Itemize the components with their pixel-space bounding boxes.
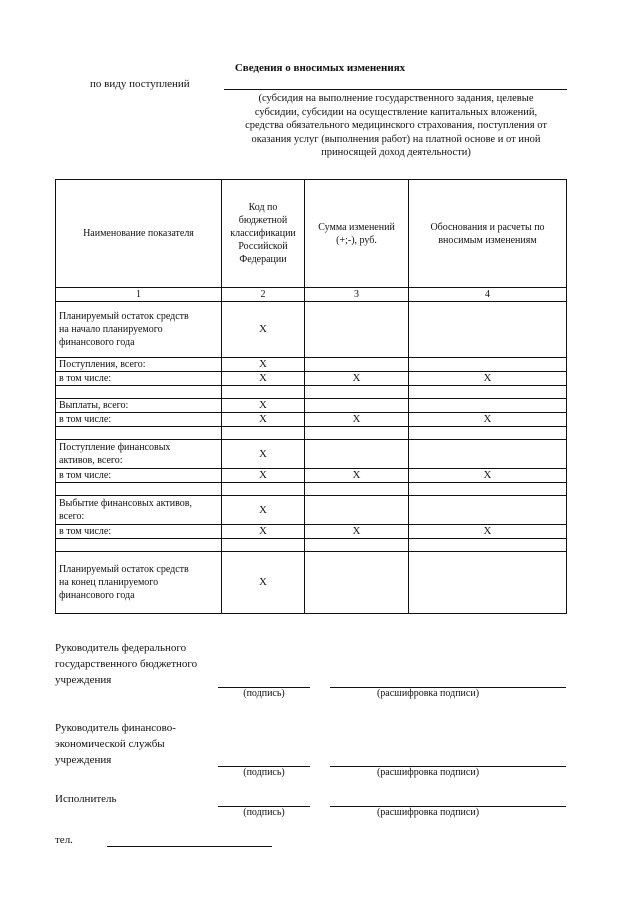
col-number: 2 <box>222 288 305 302</box>
row-label: Выплаты, всего: <box>56 399 222 413</box>
row-label-line: Планируемый остаток средств <box>59 564 189 575</box>
table-row-blank <box>56 539 567 552</box>
table-row-blank <box>56 386 567 399</box>
sum-cell <box>305 539 409 552</box>
table-row-receipts-including <box>56 372 567 386</box>
executor-signature-caption: (подпись) <box>243 807 285 818</box>
table-row-blank <box>56 427 567 440</box>
basis-cell: X <box>409 525 567 539</box>
header-basis <box>409 180 567 288</box>
row-label-line: активов, всего: <box>59 455 123 466</box>
table-row-fin-assets-in-total <box>56 440 567 469</box>
row-label-line: Выбытие финансовых активов, <box>59 498 192 509</box>
header-code-line: Российской <box>238 241 288 252</box>
head-name-caption: (расшифровка подписи) <box>376 688 480 699</box>
sum-cell <box>305 440 409 469</box>
row-label-line: Поступление финансовых <box>59 442 171 453</box>
basis-cell <box>409 539 567 552</box>
phone-label: тел. <box>55 834 73 846</box>
header-basis-line: вносимым изменениям <box>438 234 537 246</box>
row-label-line: Планируемый остаток средств <box>59 311 189 322</box>
column-number-row <box>56 288 567 302</box>
col-number: 1 <box>56 288 222 302</box>
sum-cell: X <box>305 525 409 539</box>
sum-cell <box>305 399 409 413</box>
header-code <box>222 180 305 288</box>
sig-label-line: учреждения <box>55 754 112 766</box>
row-label-line: всего: <box>59 511 85 522</box>
subtitle-line: приносящей доход деятельности) <box>321 147 471 158</box>
changes-table <box>55 179 567 614</box>
row-label <box>56 302 222 358</box>
sig-label-line: учреждения <box>55 674 112 686</box>
basis-cell <box>409 483 567 496</box>
sum-cell <box>305 427 409 440</box>
code-cell: X <box>222 496 305 525</box>
receipt-type-description <box>218 92 574 160</box>
basis-cell <box>409 552 567 614</box>
row-label <box>56 552 222 614</box>
table-row-blank <box>56 483 567 496</box>
code-cell: X <box>222 413 305 427</box>
sum-cell: X <box>305 413 409 427</box>
header-indicator-text: Наименование показателя <box>83 228 194 239</box>
row-label: в том числе: <box>56 372 222 386</box>
table-row-payments-including <box>56 413 567 427</box>
header-sum-line: Сумма изменений <box>318 221 395 233</box>
phone-line[interactable] <box>107 846 272 847</box>
executor-signature-label <box>55 791 235 807</box>
table-row-fin-assets-out-total <box>56 496 567 525</box>
table-header-row <box>56 180 567 288</box>
finance-signature-caption: (подпись) <box>243 767 285 778</box>
code-cell <box>222 539 305 552</box>
header-sum-line: (+;-), руб. <box>336 234 377 246</box>
code-cell: X <box>222 525 305 539</box>
sig-label-line: Исполнитель <box>55 793 117 805</box>
basis-cell <box>409 302 567 358</box>
sum-cell <box>305 483 409 496</box>
head-signature-caption: (подпись) <box>243 688 285 699</box>
sum-cell: X <box>305 469 409 483</box>
header-code-line: Код по <box>248 202 278 213</box>
header-code-line: классификации <box>230 228 296 239</box>
code-cell: X <box>222 302 305 358</box>
row-label <box>56 386 222 399</box>
code-cell: X <box>222 552 305 614</box>
subtitle-line: оказания услуг (выполнения работ) на платной основе и от иной <box>251 133 541 145</box>
document-title: Сведения о вносимых изменениях <box>234 62 406 74</box>
head-signature-label <box>55 640 235 688</box>
code-cell <box>222 386 305 399</box>
code-cell: X <box>222 399 305 413</box>
row-label-line: на конец планируемого <box>59 577 159 588</box>
table-row-start-balance <box>56 302 567 358</box>
sig-label-line: государственного бюджетного <box>55 658 198 670</box>
basis-cell <box>409 358 567 372</box>
col-number: 4 <box>409 288 567 302</box>
table-row-fin-assets-out-including <box>56 525 567 539</box>
row-label <box>56 539 222 552</box>
row-label <box>56 483 222 496</box>
header-basis-line: Обоснования и расчеты по <box>430 221 545 233</box>
basis-cell <box>409 386 567 399</box>
row-label-line: финансового года <box>59 337 135 348</box>
sum-cell: X <box>305 372 409 386</box>
finance-name-caption: (расшифровка подписи) <box>376 767 480 778</box>
subtitle-line: (субсидия на выполнение государственного задания, целевые <box>258 93 534 104</box>
header-indicator <box>56 180 222 288</box>
header-sum <box>305 180 409 288</box>
basis-cell <box>409 427 567 440</box>
code-cell: X <box>222 372 305 386</box>
executor-name-caption: (расшифровка подписи) <box>376 807 480 818</box>
sig-label-line: экономической службы <box>55 738 165 750</box>
basis-cell <box>409 440 567 469</box>
subtitle-line: субсидии, субсидии на осуществление капитальных вложений, <box>254 106 538 118</box>
code-cell <box>222 483 305 496</box>
code-cell: X <box>222 358 305 372</box>
sig-label-line: Руководитель федерального <box>55 642 187 654</box>
by-type-label: по виду поступлений <box>90 78 190 90</box>
finance-signature-label <box>55 720 235 768</box>
basis-cell: X <box>409 413 567 427</box>
row-label: в том числе: <box>56 469 222 483</box>
table-row-payments-total <box>56 399 567 413</box>
sum-cell <box>305 496 409 525</box>
row-label-line: финансового года <box>59 590 135 601</box>
code-cell <box>222 427 305 440</box>
sum-cell <box>305 386 409 399</box>
sig-label-line: Руководитель финансово- <box>55 722 176 734</box>
sum-cell <box>305 302 409 358</box>
code-cell: X <box>222 440 305 469</box>
code-cell: X <box>222 469 305 483</box>
subtitle-line: средства обязательного медицинского страхования, поступления от <box>245 120 547 131</box>
col-number: 3 <box>305 288 409 302</box>
sum-cell <box>305 552 409 614</box>
header-code-line: Федерации <box>239 254 287 265</box>
receipt-type-line <box>224 89 567 90</box>
table-row-receipts-total <box>56 358 567 372</box>
sum-cell <box>305 358 409 372</box>
row-label <box>56 440 222 469</box>
basis-cell: X <box>409 372 567 386</box>
row-label: в том числе: <box>56 525 222 539</box>
header-code-line: бюджетной <box>238 215 288 226</box>
basis-cell <box>409 496 567 525</box>
basis-cell: X <box>409 469 567 483</box>
row-label <box>56 427 222 440</box>
row-label: в том числе: <box>56 413 222 427</box>
basis-cell <box>409 399 567 413</box>
row-label-line: на начало планируемого <box>59 324 163 335</box>
row-label <box>56 496 222 525</box>
table-row-end-balance <box>56 552 567 614</box>
table-row-fin-assets-in-including <box>56 469 567 483</box>
row-label: Поступления, всего: <box>56 358 222 372</box>
